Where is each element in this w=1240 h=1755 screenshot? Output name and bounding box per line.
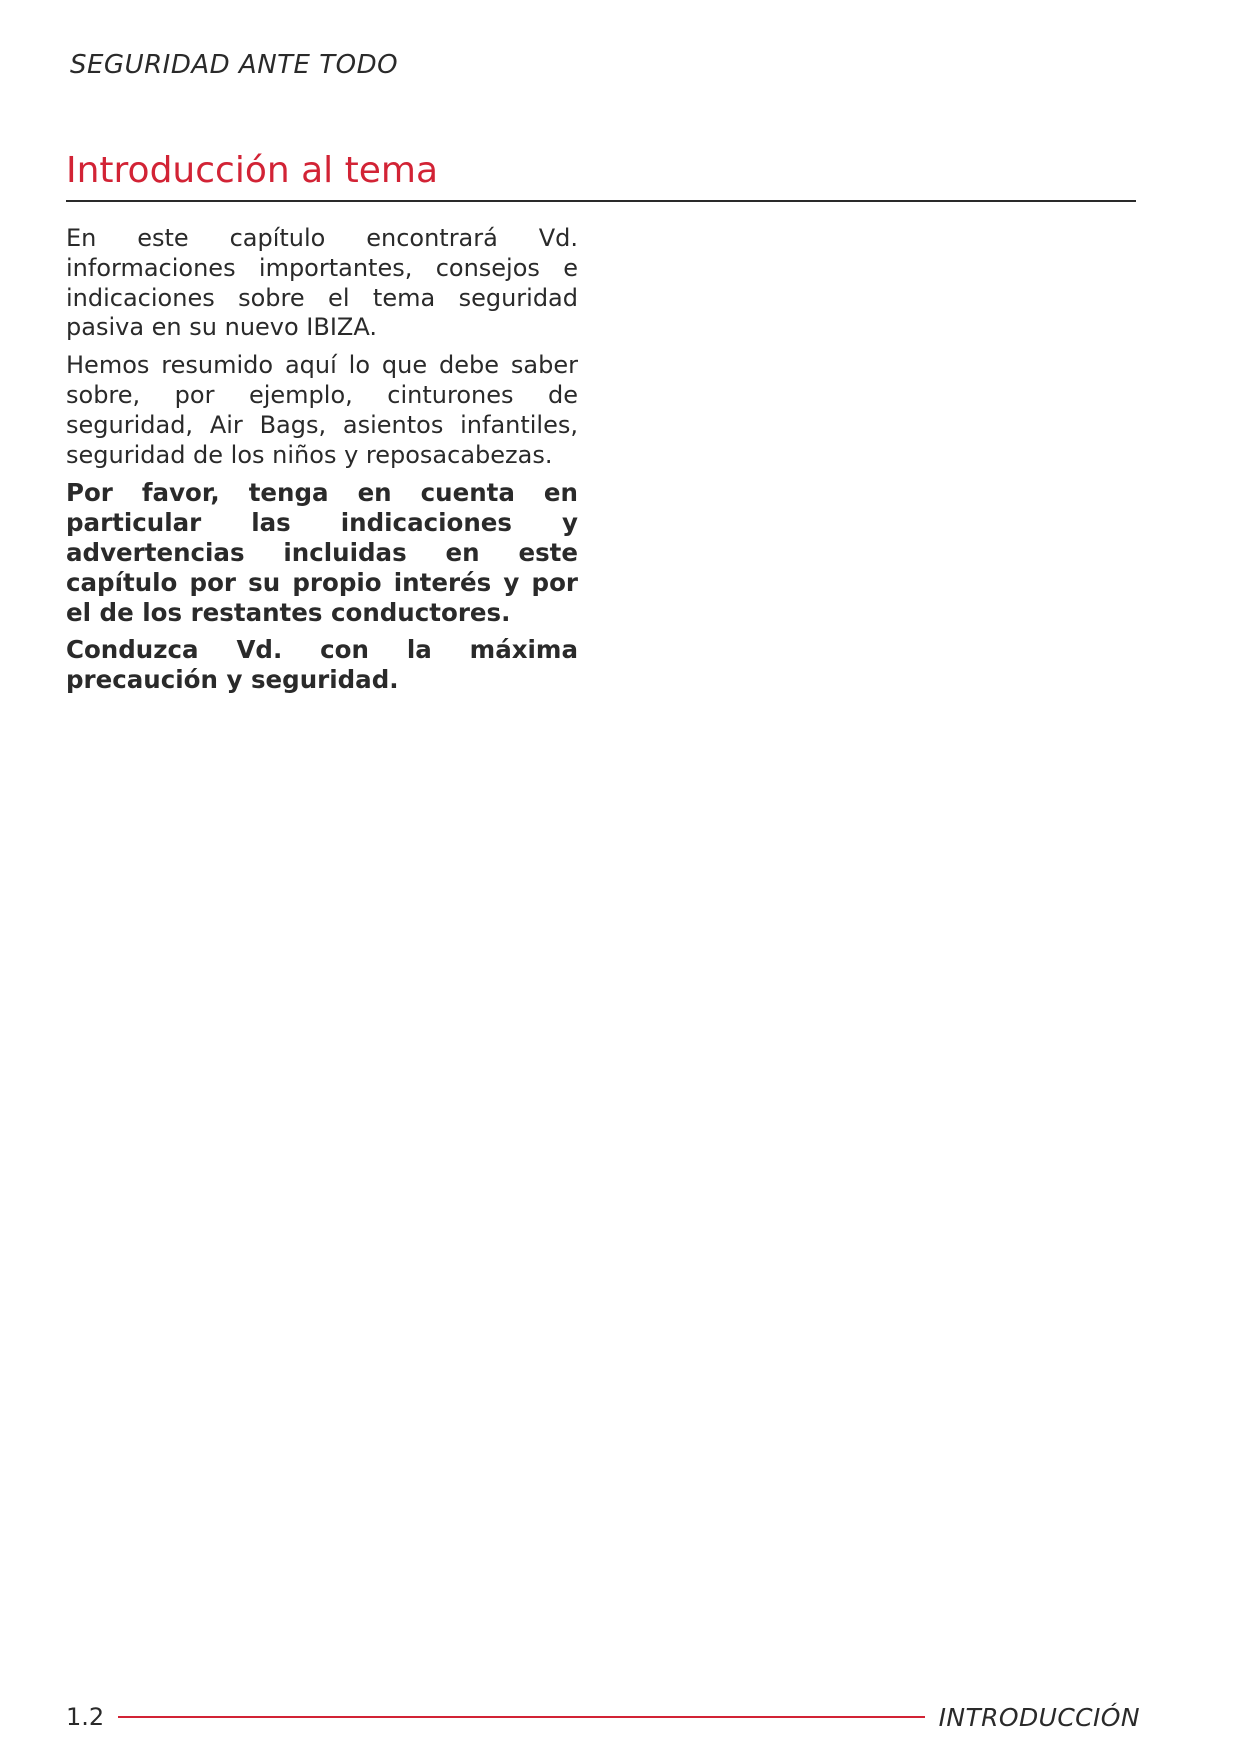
page-footer (66, 1700, 1140, 1734)
page-number: 1.2 (66, 1703, 105, 1731)
body-paragraph-notice: Por favor, tenga en cuenta en particular las indicaciones y advertencias incluidas en este capítulo por su propio interés y por el de los restantes conductores. (66, 478, 578, 627)
body-paragraph-safety: Conduzca Vd. con la máxima precaución y seguridad. (66, 635, 578, 695)
footer-chapter-title: INTRODUCCIÓN (938, 1702, 1140, 1732)
section-title: Introducción al tema (66, 150, 439, 191)
body-column (66, 224, 578, 703)
footer-divider (118, 1716, 924, 1718)
running-header: SEGURIDAD ANTE TODO (70, 50, 399, 80)
body-paragraph-summary: Hemos resumido aquí lo que debe saber sobre, por ejemplo, cinturones de seguridad, Air Bags, asientos infantiles, seguridad de los niños y reposacabezas. (66, 351, 578, 469)
body-paragraph-intro: En este capítulo encontrará Vd. informaciones importantes, consejos e indicaciones sobre el tema seguridad pasiva en su nuevo IBIZA. (66, 224, 578, 342)
title-divider (66, 200, 1136, 202)
